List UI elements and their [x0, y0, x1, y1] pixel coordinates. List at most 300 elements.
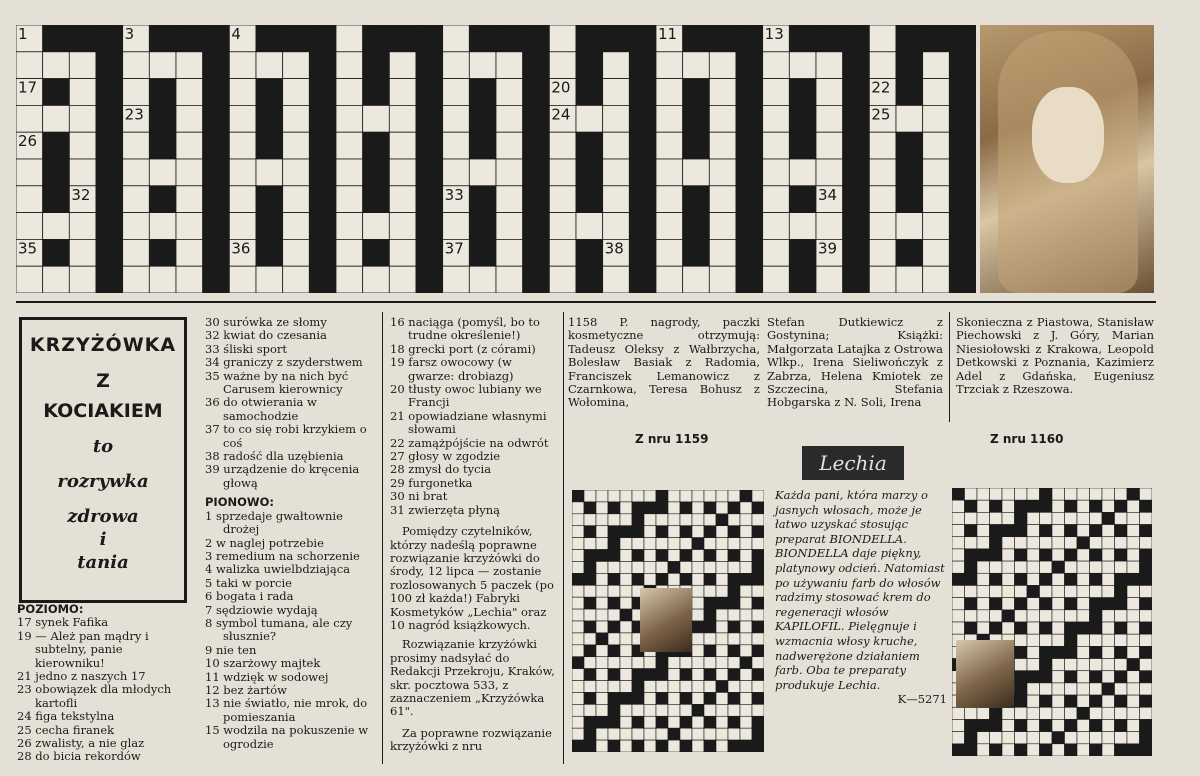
solution-cell [752, 657, 764, 669]
letter-cell[interactable] [923, 213, 950, 240]
black-cell [965, 598, 978, 610]
black-cell [965, 732, 978, 744]
letter-cell[interactable] [923, 159, 950, 186]
letter-cell[interactable] [816, 105, 843, 132]
letter-cell[interactable] [123, 52, 150, 79]
black-cell [728, 550, 740, 562]
letter-cell[interactable] [229, 52, 256, 79]
black-cell [416, 132, 443, 159]
black-cell [656, 669, 668, 681]
letter-cell[interactable] [763, 239, 790, 266]
letter-cell[interactable] [603, 132, 630, 159]
letter-cell[interactable] [709, 132, 736, 159]
clue-number: 9 [524, 25, 535, 43]
letter-cell[interactable] [16, 105, 43, 132]
solution-cell [680, 490, 692, 502]
black-cell [1115, 695, 1128, 707]
letter-cell[interactable] [389, 52, 416, 79]
letter-cell[interactable] [336, 79, 363, 106]
letter-cell[interactable] [443, 159, 470, 186]
solution-cell [1077, 549, 1090, 561]
letter-cell[interactable] [763, 105, 790, 132]
solution-cell [1077, 573, 1090, 585]
letter-cell[interactable] [69, 79, 96, 106]
black-cell [990, 719, 1003, 731]
black-cell [632, 716, 644, 728]
letter-cell[interactable] [816, 213, 843, 240]
solution-cell [572, 585, 584, 597]
letter-cell[interactable] [683, 159, 710, 186]
solution-cell [728, 490, 740, 502]
letter-cell[interactable] [869, 213, 896, 240]
letter-cell[interactable] [656, 266, 683, 293]
letter-cell[interactable] [336, 239, 363, 266]
letter-cell[interactable] [549, 25, 576, 52]
black-cell [632, 526, 644, 538]
letter-cell[interactable] [443, 25, 470, 52]
solution-cell [584, 681, 596, 693]
letter-cell[interactable] [869, 52, 896, 79]
black-cell [1090, 671, 1103, 683]
letter-cell[interactable] [789, 159, 816, 186]
letter-cell[interactable] [789, 52, 816, 79]
letter-cell[interactable] [336, 105, 363, 132]
letter-cell[interactable] [176, 52, 203, 79]
letter-cell[interactable] [336, 132, 363, 159]
letter-cell[interactable] [443, 52, 470, 79]
black-cell [1015, 646, 1028, 658]
letter-cell[interactable] [709, 105, 736, 132]
letter-cell[interactable] [389, 239, 416, 266]
letter-cell[interactable] [683, 266, 710, 293]
letter-cell[interactable] [469, 159, 496, 186]
black-cell [1040, 719, 1053, 731]
letter-cell[interactable] [69, 213, 96, 240]
letter-cell[interactable] [69, 159, 96, 186]
letter-cell[interactable] [816, 159, 843, 186]
solution-cell [740, 681, 752, 693]
letter-cell[interactable] [603, 79, 630, 106]
letter-cell[interactable] [123, 186, 150, 213]
black-cell [1115, 646, 1128, 658]
letter-cell[interactable] [389, 266, 416, 293]
letter-cell[interactable] [763, 79, 790, 106]
black-cell [949, 132, 976, 159]
letter-cell[interactable] [683, 52, 710, 79]
clue-number: 4 [231, 25, 241, 43]
letter-cell[interactable] [923, 266, 950, 293]
solution-cell [1052, 537, 1065, 549]
letter-cell[interactable] [709, 79, 736, 106]
letter-cell[interactable] [549, 186, 576, 213]
letter-cell[interactable] [336, 25, 363, 52]
black-cell [572, 573, 584, 585]
solution-cell [620, 538, 632, 550]
solution-cell [656, 561, 668, 573]
letter-cell[interactable] [256, 159, 283, 186]
solution-cell [1077, 598, 1090, 610]
solution-cell [656, 704, 668, 716]
solution-cell [620, 514, 632, 526]
letter-cell[interactable] [816, 132, 843, 159]
letter-cell[interactable] [709, 186, 736, 213]
letter-cell[interactable] [389, 79, 416, 106]
letter-cell[interactable] [283, 132, 310, 159]
solution-cell [1115, 683, 1128, 695]
letter-cell[interactable] [763, 159, 790, 186]
letter-cell[interactable] [923, 186, 950, 213]
letter-cell[interactable] [283, 105, 310, 132]
letter-cell[interactable] [923, 239, 950, 266]
letter-cell[interactable] [709, 52, 736, 79]
solution-cell [1077, 671, 1090, 683]
solution-1160-header: Z nru 1160 [990, 432, 1064, 446]
solution-cell [608, 681, 620, 693]
letter-cell[interactable] [763, 186, 790, 213]
letter-cell[interactable] [69, 132, 96, 159]
black-cell [1090, 598, 1103, 610]
clue-number: 38 [604, 239, 624, 258]
black-cell [789, 186, 816, 213]
solution-cell [596, 669, 608, 681]
letter-cell[interactable] [389, 213, 416, 240]
solution-cell [1102, 634, 1115, 646]
letter-cell[interactable] [603, 213, 630, 240]
letter-cell[interactable] [656, 52, 683, 79]
solution-cell [740, 538, 752, 550]
letter-cell[interactable] [336, 52, 363, 79]
letter-cell[interactable] [229, 266, 256, 293]
solution-cell [572, 728, 584, 740]
letter-cell[interactable] [176, 266, 203, 293]
black-cell [1127, 573, 1140, 585]
letter-cell[interactable] [816, 79, 843, 106]
solution-cell [584, 514, 596, 526]
black-cell [1140, 573, 1153, 585]
black-cell [1015, 719, 1028, 731]
letter-cell[interactable] [656, 239, 683, 266]
letter-cell[interactable] [336, 159, 363, 186]
letter-cell[interactable] [283, 213, 310, 240]
letter-cell[interactable] [176, 159, 203, 186]
letter-cell[interactable] [363, 213, 390, 240]
letter-cell[interactable] [923, 132, 950, 159]
letter-cell[interactable] [709, 266, 736, 293]
letter-cell[interactable] [603, 266, 630, 293]
letter-cell[interactable] [149, 52, 176, 79]
solution-cell [1127, 598, 1140, 610]
clue: 13 nie światło, nie mrok, do pomieszania [205, 696, 368, 724]
solution-cell [692, 657, 704, 669]
letter-cell[interactable] [123, 213, 150, 240]
solution-cell [752, 633, 764, 645]
solution-cell [740, 514, 752, 526]
letter-cell[interactable] [123, 239, 150, 266]
solution-cell [620, 561, 632, 573]
letter-cell[interactable] [176, 213, 203, 240]
solution-cell [1140, 634, 1153, 646]
letter-cell[interactable] [123, 159, 150, 186]
letter-cell[interactable] [69, 105, 96, 132]
letter-cell[interactable] [283, 186, 310, 213]
letter-cell[interactable] [656, 105, 683, 132]
letter-cell[interactable] [43, 213, 70, 240]
solution-cell [584, 538, 596, 550]
letter-cell[interactable] [16, 186, 43, 213]
black-cell [584, 561, 596, 573]
letter-cell[interactable] [336, 213, 363, 240]
black-cell [728, 716, 740, 728]
black-cell [620, 692, 632, 704]
letter-cell[interactable] [283, 79, 310, 106]
clue-number: 17 [18, 78, 38, 97]
solution-cell [1077, 744, 1090, 756]
letter-cell[interactable] [176, 79, 203, 106]
letter-cell[interactable] [789, 213, 816, 240]
letter-cell[interactable] [443, 105, 470, 132]
black-cell [629, 266, 656, 293]
letter-cell[interactable] [469, 52, 496, 79]
letter-cell[interactable] [16, 52, 43, 79]
letter-cell[interactable] [496, 159, 523, 186]
solution-cell [740, 621, 752, 633]
letter-cell[interactable] [496, 239, 523, 266]
letter-cell[interactable] [229, 213, 256, 240]
black-cell [1040, 549, 1053, 561]
letter-cell[interactable] [363, 105, 390, 132]
letter-cell[interactable] [656, 79, 683, 106]
black-cell [752, 502, 764, 514]
letter-cell[interactable] [709, 239, 736, 266]
letter-cell[interactable] [363, 266, 390, 293]
letter-cell[interactable] [176, 239, 203, 266]
letter-cell[interactable] [16, 266, 43, 293]
black-cell [1040, 598, 1053, 610]
letter-cell[interactable] [176, 132, 203, 159]
letter-cell[interactable] [923, 52, 950, 79]
black-cell [716, 597, 728, 609]
solution-cell [1127, 719, 1140, 731]
letter-cell[interactable] [16, 213, 43, 240]
letter-cell[interactable] [496, 79, 523, 106]
letter-cell[interactable] [69, 52, 96, 79]
letter-cell[interactable] [176, 105, 203, 132]
letter-cell[interactable] [763, 213, 790, 240]
letter-cell[interactable] [43, 266, 70, 293]
letter-cell[interactable] [149, 266, 176, 293]
solution-cell [1002, 744, 1015, 756]
black-cell [1015, 744, 1028, 756]
letter-cell[interactable] [443, 132, 470, 159]
solution-cell [1065, 707, 1078, 719]
letter-cell[interactable] [763, 52, 790, 79]
letter-cell[interactable] [549, 213, 576, 240]
letter-cell[interactable] [896, 105, 923, 132]
letter-cell[interactable] [869, 25, 896, 52]
letter-cell[interactable] [336, 186, 363, 213]
solution-cell [572, 502, 584, 514]
letter-cell[interactable] [869, 159, 896, 186]
clue-number: 37 [444, 239, 464, 258]
letter-cell[interactable] [16, 159, 43, 186]
letter-cell[interactable] [69, 239, 96, 266]
letter-cell[interactable] [656, 213, 683, 240]
letter-cell[interactable] [603, 52, 630, 79]
black-cell [416, 105, 443, 132]
solution-cell [1090, 512, 1103, 524]
solution-cell [668, 740, 680, 752]
letter-cell[interactable] [443, 213, 470, 240]
letter-cell[interactable] [469, 266, 496, 293]
solution-cell [584, 704, 596, 716]
solution-cell [1052, 598, 1065, 610]
letter-cell[interactable] [443, 79, 470, 106]
letter-cell[interactable] [923, 105, 950, 132]
letter-cell[interactable] [549, 159, 576, 186]
letter-cell[interactable] [496, 266, 523, 293]
letter-cell[interactable] [763, 266, 790, 293]
black-cell [584, 550, 596, 562]
letter-cell[interactable] [549, 52, 576, 79]
solution-cell [716, 502, 728, 514]
letter-cell[interactable] [443, 266, 470, 293]
solution-cell [952, 719, 965, 731]
letter-cell[interactable] [869, 132, 896, 159]
letter-cell[interactable] [496, 105, 523, 132]
letter-cell[interactable] [283, 266, 310, 293]
black-cell [1140, 500, 1153, 512]
black-cell [149, 186, 176, 213]
black-cell [683, 105, 710, 132]
clue: 36 do otwierania w samochodzie [205, 395, 317, 423]
solution-cell [1127, 707, 1140, 719]
letter-cell[interactable] [869, 266, 896, 293]
letter-cell[interactable] [709, 159, 736, 186]
solution-cell [965, 585, 978, 597]
letter-cell[interactable] [549, 239, 576, 266]
black-cell [203, 132, 230, 159]
solution-cell [1065, 488, 1078, 500]
letter-cell[interactable] [43, 52, 70, 79]
solution-cell [596, 728, 608, 740]
black-cell [728, 621, 740, 633]
letter-cell[interactable] [603, 105, 630, 132]
letter-cell[interactable] [656, 132, 683, 159]
black-cell [990, 598, 1003, 610]
letter-cell[interactable] [43, 105, 70, 132]
solution-cell [692, 716, 704, 728]
solution-cell [668, 490, 680, 502]
clue-number: 20 [551, 78, 571, 97]
letter-cell[interactable] [576, 105, 603, 132]
letter-cell[interactable] [763, 132, 790, 159]
solution-cell [608, 514, 620, 526]
letter-cell[interactable] [576, 213, 603, 240]
solution-cell [1090, 634, 1103, 646]
solution-cell [752, 514, 764, 526]
solution-cell [977, 732, 990, 744]
letter-cell[interactable] [229, 105, 256, 132]
letter-cell[interactable] [603, 159, 630, 186]
letter-cell[interactable] [816, 266, 843, 293]
black-cell [584, 645, 596, 657]
solution-cell [668, 514, 680, 526]
letter-cell[interactable] [656, 159, 683, 186]
letter-cell[interactable] [149, 213, 176, 240]
letter-cell[interactable] [496, 132, 523, 159]
letter-cell[interactable] [69, 266, 96, 293]
letter-cell[interactable] [123, 266, 150, 293]
solution-cell [1127, 634, 1140, 646]
letter-cell[interactable] [176, 186, 203, 213]
letter-cell[interactable] [283, 239, 310, 266]
letter-cell[interactable] [229, 132, 256, 159]
letter-cell[interactable] [709, 213, 736, 240]
clue-number: 30 [684, 132, 704, 151]
solution-cell [740, 597, 752, 609]
letter-cell[interactable] [389, 186, 416, 213]
letter-cell[interactable] [229, 186, 256, 213]
clue: 2 w naglej potrzebie [205, 535, 324, 550]
letter-cell[interactable] [389, 105, 416, 132]
letter-cell[interactable] [149, 159, 176, 186]
black-cell [728, 645, 740, 657]
letter-cell[interactable] [256, 266, 283, 293]
black-cell [789, 266, 816, 293]
letter-cell[interactable] [896, 213, 923, 240]
letter-cell[interactable] [816, 52, 843, 79]
letter-cell[interactable] [336, 266, 363, 293]
letter-cell[interactable] [283, 159, 310, 186]
letter-cell[interactable] [869, 239, 896, 266]
letter-cell[interactable] [256, 52, 283, 79]
solution-cell [1102, 732, 1115, 744]
black-cell [1065, 622, 1078, 634]
black-cell [736, 266, 763, 293]
solution-cell [632, 728, 644, 740]
letter-cell[interactable] [869, 186, 896, 213]
solution-cell [644, 740, 656, 752]
solution-cell [704, 585, 716, 597]
letter-cell[interactable] [229, 79, 256, 106]
solution-cell [620, 740, 632, 752]
letter-cell[interactable] [549, 266, 576, 293]
letter-cell[interactable] [603, 186, 630, 213]
letter-cell[interactable] [389, 159, 416, 186]
black-cell [990, 500, 1003, 512]
letter-cell[interactable] [123, 132, 150, 159]
black-cell [1127, 659, 1140, 671]
letter-cell[interactable] [496, 52, 523, 79]
solution-cell [1065, 659, 1078, 671]
letter-cell[interactable] [389, 132, 416, 159]
letter-cell[interactable] [123, 79, 150, 106]
letter-cell[interactable] [496, 213, 523, 240]
letter-cell[interactable] [656, 186, 683, 213]
solution-cell [965, 537, 978, 549]
black-cell [789, 132, 816, 159]
letter-cell[interactable] [923, 79, 950, 106]
letter-cell[interactable] [229, 159, 256, 186]
clue-number: 34 [818, 185, 838, 204]
black-cell [469, 186, 496, 213]
letter-cell[interactable] [896, 266, 923, 293]
letter-cell[interactable] [549, 132, 576, 159]
solution-cell [572, 597, 584, 609]
black-cell [96, 105, 123, 132]
letter-cell[interactable] [283, 52, 310, 79]
letter-cell[interactable] [496, 186, 523, 213]
